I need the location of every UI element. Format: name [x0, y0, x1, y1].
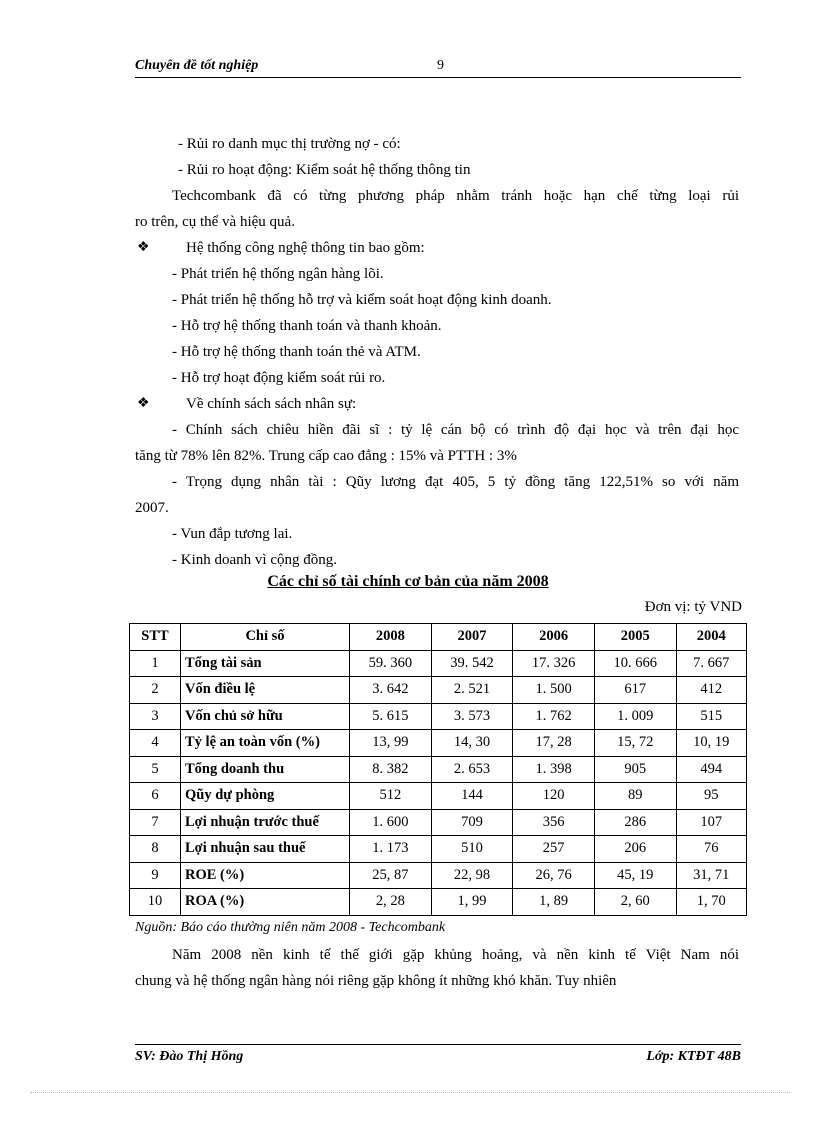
indicator-value: 120 — [513, 783, 595, 810]
list-item: - Vun đắp tương lai. — [172, 526, 293, 542]
indicator-name: Qũy dự phòng — [181, 783, 350, 810]
indicator-value: 356 — [513, 809, 595, 836]
indicator-value: 10, 19 — [676, 730, 746, 757]
indicator-value: 17. 326 — [513, 650, 595, 677]
indicator-value: 512 — [350, 783, 432, 810]
indicator-value: 515 — [676, 703, 746, 730]
column-header: 2005 — [594, 624, 676, 651]
indicator-value: 2. 653 — [431, 756, 513, 783]
table-row — [130, 783, 747, 810]
indicator-value: 1. 009 — [594, 703, 676, 730]
page-number: 9 — [437, 58, 444, 73]
footer-student: SV: Đào Thị Hồng — [135, 1049, 244, 1064]
column-header: 2007 — [431, 624, 513, 651]
row-index: 5 — [130, 756, 181, 783]
indicator-value: 1, 70 — [676, 889, 746, 916]
indicator-value: 45, 19 — [594, 862, 676, 889]
paragraph-line: 2007. — [135, 500, 169, 516]
indicator-value: 25, 87 — [350, 862, 432, 889]
column-header: Chỉ số — [181, 624, 350, 651]
table-unit: Đơn vị: tỷ VND — [644, 599, 742, 615]
indicator-value: 257 — [513, 836, 595, 863]
indicator-name: Tổng tài sản — [181, 650, 350, 677]
indicator-value: 76 — [676, 836, 746, 863]
header-title: Chuyên đề tốt nghiệp — [135, 58, 259, 73]
indicator-value: 89 — [594, 783, 676, 810]
indicator-value: 59. 360 — [350, 650, 432, 677]
indicator-name: ROA (%) — [181, 889, 350, 916]
indicator-value: 31, 71 — [676, 862, 746, 889]
indicator-value: 2, 60 — [594, 889, 676, 916]
row-index: 4 — [130, 730, 181, 757]
column-header: 2004 — [676, 624, 746, 651]
table-row — [130, 836, 747, 863]
indicator-value: 1. 173 — [350, 836, 432, 863]
indicator-value: 7. 667 — [676, 650, 746, 677]
indicator-value: 95 — [676, 783, 746, 810]
table-row — [130, 862, 747, 889]
indicator-value: 17, 28 — [513, 730, 595, 757]
table-row — [130, 889, 747, 916]
table-row — [130, 650, 747, 677]
body-line: - Rủi ro danh mục thị trường nợ - có: — [178, 136, 401, 152]
indicator-value: 14, 30 — [431, 730, 513, 757]
table-row — [130, 809, 747, 836]
financial-table — [129, 623, 747, 916]
row-index: 8 — [130, 836, 181, 863]
column-header: 2006 — [513, 624, 595, 651]
indicator-value: 10. 666 — [594, 650, 676, 677]
row-index: 6 — [130, 783, 181, 810]
indicator-value: 3. 642 — [350, 677, 432, 704]
list-item: - Kinh doanh vì cộng đồng. — [172, 552, 337, 568]
table-source: Nguồn: Báo cáo thường niên năm 2008 - Techcombank — [135, 920, 446, 935]
row-index: 1 — [130, 650, 181, 677]
indicator-value: 1. 398 — [513, 756, 595, 783]
table-body — [130, 650, 747, 915]
column-header: 2008 — [350, 624, 432, 651]
indicator-value: 617 — [594, 677, 676, 704]
indicator-name: Lợi nhuận trước thuế — [181, 809, 350, 836]
paragraph-line: Techcombank đã có từng phương pháp nhằm tránh hoặc hạn chế từng loại rủi — [172, 188, 739, 204]
table-row — [130, 703, 747, 730]
diamond-bullet-icon: ❖ — [137, 396, 150, 411]
indicator-name: Tổng doanh thu — [181, 756, 350, 783]
table-row — [130, 730, 747, 757]
indicator-value: 144 — [431, 783, 513, 810]
body-line: - Rủi ro hoạt động: Kiểm soát hệ thống thông tin — [178, 162, 471, 178]
list-item: - Hỗ trợ hệ thống thanh toán thẻ và ATM. — [172, 344, 421, 360]
column-header: STT — [130, 624, 181, 651]
row-index: 10 — [130, 889, 181, 916]
indicator-name: Vốn chủ sở hữu — [181, 703, 350, 730]
indicator-value: 2, 28 — [350, 889, 432, 916]
paragraph-line: ro trên, cụ thể và hiệu quả. — [135, 214, 295, 230]
indicator-value: 1, 99 — [431, 889, 513, 916]
table-title: Các chỉ số tài chính cơ bản của năm 2008 — [267, 573, 549, 590]
indicator-value: 5. 615 — [350, 703, 432, 730]
section-heading: Hệ thống công nghệ thông tin bao gồm: — [186, 240, 425, 256]
indicator-value: 13, 99 — [350, 730, 432, 757]
indicator-name: Lợi nhuận sau thuế — [181, 836, 350, 863]
indicator-value: 1, 89 — [513, 889, 595, 916]
table-header-row — [130, 624, 747, 651]
indicator-value: 412 — [676, 677, 746, 704]
footer-rule — [135, 1044, 741, 1045]
paragraph-line: - Chính sách chiêu hiền đãi sĩ : tỷ lệ cán bộ có trình độ đại học và trên đại học — [172, 422, 739, 438]
paragraph-line: chung và hệ thống ngân hàng nói riêng gặp không ít những khó khăn. Tuy nhiên — [135, 973, 617, 989]
indicator-value: 286 — [594, 809, 676, 836]
list-item: - Hỗ trợ hoạt động kiểm soát rủi ro. — [172, 370, 386, 386]
paragraph-line: tăng từ 78% lên 82%. Trung cấp cao đẳng : 15% và PTTH : 3% — [135, 448, 517, 464]
table-row — [130, 677, 747, 704]
row-index: 2 — [130, 677, 181, 704]
indicator-value: 510 — [431, 836, 513, 863]
indicator-value: 905 — [594, 756, 676, 783]
section-heading: Về chính sách sách nhân sự: — [186, 396, 357, 412]
list-item: - Phát triển hệ thống hỗ trợ và kiểm soát hoạt động kinh doanh. — [172, 292, 552, 308]
indicator-value: 1. 762 — [513, 703, 595, 730]
row-index: 7 — [130, 809, 181, 836]
diamond-bullet-icon: ❖ — [137, 240, 150, 255]
indicator-value: 39. 542 — [431, 650, 513, 677]
indicator-value: 22, 98 — [431, 862, 513, 889]
indicator-value: 8. 382 — [350, 756, 432, 783]
indicator-value: 494 — [676, 756, 746, 783]
indicator-value: 1. 600 — [350, 809, 432, 836]
row-index: 3 — [130, 703, 181, 730]
table-row — [130, 756, 747, 783]
list-item: - Phát triển hệ thống ngân hàng lõi. — [172, 266, 384, 282]
page-header — [135, 58, 741, 77]
row-index: 9 — [130, 862, 181, 889]
indicator-value: 709 — [431, 809, 513, 836]
indicator-value: 1. 500 — [513, 677, 595, 704]
header-rule — [135, 77, 741, 78]
footer-class: Lớp: KTĐT 48B — [646, 1049, 741, 1064]
indicator-value: 206 — [594, 836, 676, 863]
indicator-value: 3. 573 — [431, 703, 513, 730]
indicator-value: 2. 521 — [431, 677, 513, 704]
page-bottom-border — [30, 1092, 790, 1093]
indicator-value: 15, 72 — [594, 730, 676, 757]
paragraph-line: Năm 2008 nền kinh tế thế giới gặp khủng hoảng, và nền kinh tế Việt Nam nói — [172, 947, 739, 963]
indicator-name: Tỷ lệ an toàn vốn (%) — [181, 730, 350, 757]
indicator-name: Vốn điều lệ — [181, 677, 350, 704]
indicator-value: 107 — [676, 809, 746, 836]
paragraph-line: - Trọng dụng nhân tài : Qũy lương đạt 405, 5 tỷ đồng tăng 122,51% so với năm — [172, 474, 739, 490]
list-item: - Hỗ trợ hệ thống thanh toán và thanh khoản. — [172, 318, 442, 334]
indicator-name: ROE (%) — [181, 862, 350, 889]
indicator-value: 26, 76 — [513, 862, 595, 889]
